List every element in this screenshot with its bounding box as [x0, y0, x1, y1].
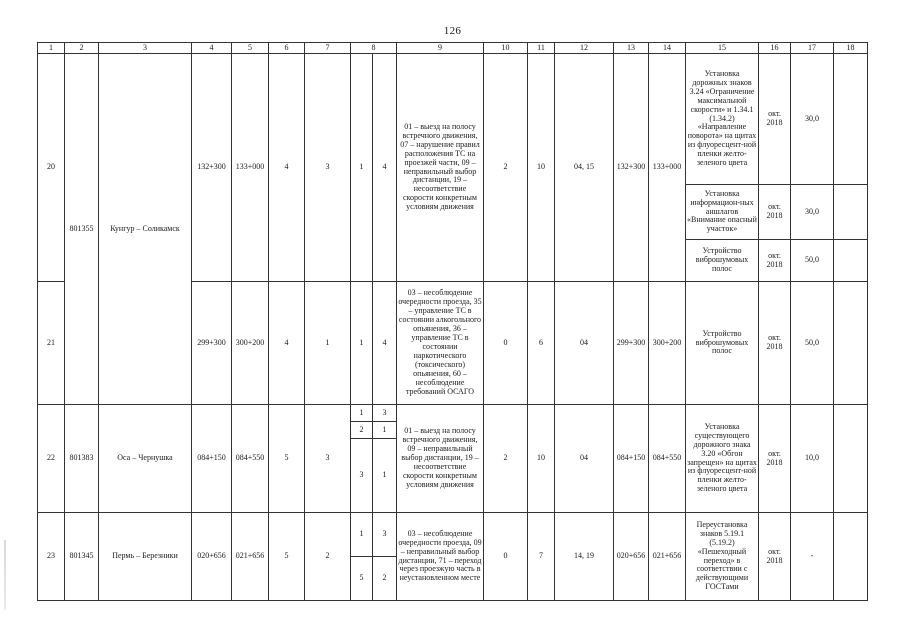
measure-text: Устройство виброшумовых полос	[686, 240, 759, 282]
measure-text: Установка дорожных знаков 3.24 «Ограничение максимальной скорости» и 1.34.1 (1.34.2) «Направление поворота» на щитах из флуоресцент-ной пленки желто-зеленого цвета	[686, 54, 759, 185]
km-start: 132+300	[192, 54, 232, 282]
table-row	[38, 513, 868, 557]
measure-date: окт. 2018	[759, 405, 791, 513]
column-number: 15	[686, 43, 759, 54]
measure-text: Установка существующего дорожного знака 3.20 «Обгон запрещен» на щитах из флуоресцент-ной пленки желто-зеленого цвета	[686, 405, 759, 513]
road-name: Кунгур – Соликамск	[99, 54, 192, 405]
column-number: 7	[305, 43, 351, 54]
cell-col8a: 1	[351, 54, 373, 282]
cell-col6: 4	[269, 54, 305, 282]
cell-col13: 132+300	[614, 54, 649, 282]
cell-col10: 0	[484, 282, 528, 405]
cell-col12: 04, 15	[555, 54, 614, 282]
measure-cost: 30,0	[791, 54, 834, 185]
cell-col8a: 1	[351, 282, 373, 405]
cell-col8a: 3	[351, 439, 373, 513]
cell-col13: 299+300	[614, 282, 649, 405]
column-number: 14	[649, 43, 686, 54]
cell-col8a: 1	[351, 405, 373, 422]
km-start: 299+300	[192, 282, 232, 405]
cell-col14: 300+200	[649, 282, 686, 405]
cell-col18	[834, 54, 868, 185]
cell-col6: 5	[269, 513, 305, 601]
cell-col8b: 1	[373, 422, 397, 439]
road-name: Оса – Чернушка	[99, 405, 192, 513]
measure-date: окт. 2018	[759, 185, 791, 240]
column-number: 3	[99, 43, 192, 54]
violation-codes: 01 – выезд на полосу встречного движения, 09 – неправильный выбор дистанции, 19 – несоответствие скорости конкретным условиям движения	[397, 405, 484, 513]
cell-col10: 0	[484, 513, 528, 601]
road-code: 801345	[65, 513, 99, 601]
column-number: 4	[192, 43, 232, 54]
cell-col8b: 4	[373, 54, 397, 282]
measure-text: Устройство виброшумовых полос	[686, 282, 759, 405]
cell-col7: 1	[305, 282, 351, 405]
cell-col8a: 1	[351, 513, 373, 557]
cell-col11: 10	[528, 54, 555, 282]
km-start: 020+656	[192, 513, 232, 601]
cell-col8b: 1	[373, 439, 397, 513]
column-number: 9	[397, 43, 484, 54]
violation-codes: 01 – выезд на полосу встречного движения, 07 – нарушение правил расположения ТС на проезжей части, 09 – неправильный выбор дистанции, 19 – несоответствие скорости конкретным условиям движения	[397, 54, 484, 282]
violation-codes: 03 – несоблюдение очередности проезда, 09 – неправильный выбор дистанции, 71 – переход через проезжую часть в неустановленном месте	[397, 513, 484, 601]
cell-col13: 084+150	[614, 405, 649, 513]
cell-col14: 021+656	[649, 513, 686, 601]
column-number: 13	[614, 43, 649, 54]
measure-date: окт. 2018	[759, 240, 791, 282]
column-number: 1	[38, 43, 65, 54]
row-number: 23	[38, 513, 65, 601]
cell-col18	[834, 185, 868, 240]
km-end: 300+200	[232, 282, 269, 405]
measure-cost: 10,0	[791, 405, 834, 513]
column-number: 6	[269, 43, 305, 54]
column-number: 5	[232, 43, 269, 54]
row-number: 20	[38, 54, 65, 282]
cell-col7: 3	[305, 405, 351, 513]
violation-codes: 03 – несоблюдение очередности проезда, 35 – управление ТС в состоянии алкогольного опьянения, 36 – управление ТС в состоянии наркотического (токсического) опьянения, 60 – несоблюдение требований ОСАГО	[397, 282, 484, 405]
road-name: Пермь – Березники	[99, 513, 192, 601]
cell-col8b: 3	[373, 405, 397, 422]
column-number: 2	[65, 43, 99, 54]
column-number: 11	[528, 43, 555, 54]
measure-text: Переустановка знаков 5.19.1 (5.19.2) «Пешеходный переход» в соответствии с действующими ГОСТами	[686, 513, 759, 601]
measure-date: окт. 2018	[759, 513, 791, 601]
column-number-row	[38, 43, 868, 54]
column-number: 18	[834, 43, 868, 54]
accident-sites-table	[37, 42, 868, 601]
column-number: 10	[484, 43, 528, 54]
km-start: 084+150	[192, 405, 232, 513]
cell-col18	[834, 513, 868, 601]
column-number: 8	[351, 43, 397, 54]
measure-text: Установка информацион-ных аншлагов «Внимание опасный участок»	[686, 185, 759, 240]
measure-cost: -	[791, 513, 834, 601]
cell-col6: 4	[269, 282, 305, 405]
cell-col11: 6	[528, 282, 555, 405]
column-number: 17	[791, 43, 834, 54]
cell-col8a: 5	[351, 557, 373, 601]
measure-date: окт. 2018	[759, 54, 791, 185]
column-number: 16	[759, 43, 791, 54]
cell-col18	[834, 240, 868, 282]
cell-col12: 04	[555, 405, 614, 513]
measure-cost: 30,0	[791, 185, 834, 240]
road-code: 801383	[65, 405, 99, 513]
cell-col8b: 3	[373, 513, 397, 557]
cell-col11: 10	[528, 405, 555, 513]
cell-col11: 7	[528, 513, 555, 601]
row-number: 22	[38, 405, 65, 513]
cell-col12: 14, 19	[555, 513, 614, 601]
road-code: 801355	[65, 54, 99, 405]
cell-col18	[834, 282, 868, 405]
cell-col8a: 2	[351, 422, 373, 439]
cell-col6: 5	[269, 405, 305, 513]
cell-col14: 133+000	[649, 54, 686, 282]
cell-col12: 04	[555, 282, 614, 405]
km-end: 133+000	[232, 54, 269, 282]
table-row	[38, 54, 868, 185]
cell-col13: 020+656	[614, 513, 649, 601]
scan-edge-mark	[4, 540, 6, 610]
column-number: 12	[555, 43, 614, 54]
cell-col7: 3	[305, 54, 351, 282]
km-end: 021+656	[232, 513, 269, 601]
row-number: 21	[38, 282, 65, 405]
measure-date: окт. 2018	[759, 282, 791, 405]
cell-col18	[834, 405, 868, 513]
cell-col8b: 4	[373, 282, 397, 405]
measure-cost: 50,0	[791, 240, 834, 282]
km-end: 084+550	[232, 405, 269, 513]
cell-col8b: 2	[373, 557, 397, 601]
measure-cost: 50,0	[791, 282, 834, 405]
cell-col14: 084+550	[649, 405, 686, 513]
cell-col10: 2	[484, 54, 528, 282]
cell-col10: 2	[484, 405, 528, 513]
cell-col7: 2	[305, 513, 351, 601]
table-row	[38, 405, 868, 422]
page-number: 126	[443, 25, 462, 37]
